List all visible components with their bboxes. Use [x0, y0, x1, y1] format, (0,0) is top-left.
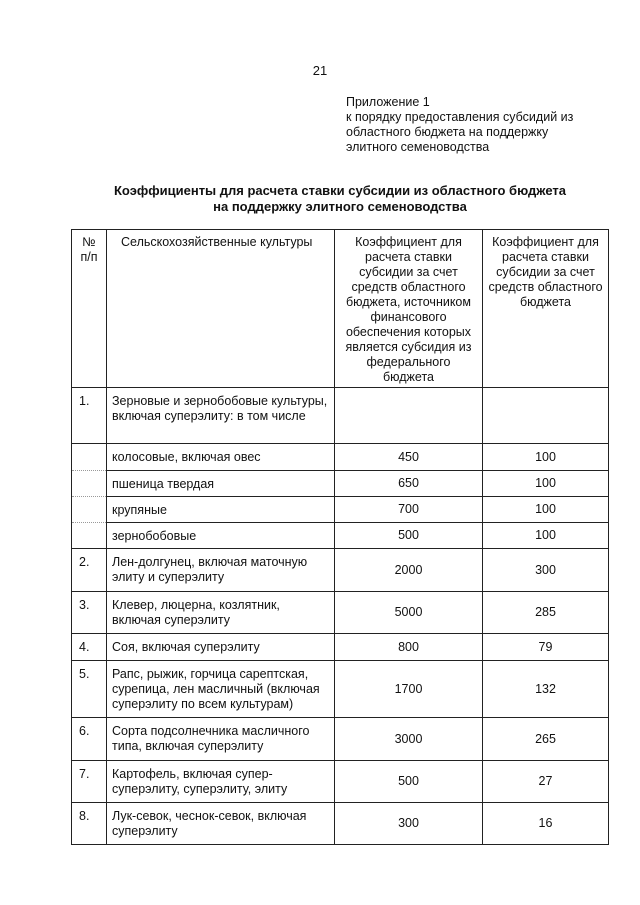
- table-row: [72, 388, 609, 444]
- appendix-note: [346, 95, 573, 155]
- row-culture: Картофель, включая супер-суперэлиту, суперэлиту, элиту: [107, 761, 335, 803]
- row-num: 6.: [72, 718, 107, 761]
- page-number: 21: [312, 63, 328, 78]
- table-row: [72, 803, 609, 845]
- row-coef-federal: 500: [335, 523, 483, 549]
- row-culture: Клевер, люцерна, козлятник, включая суперэлиту: [107, 592, 335, 634]
- header-num: № п/п: [72, 230, 107, 388]
- row-num: [72, 523, 107, 549]
- row-culture: Сорта подсолнечника масличного типа, включая суперэлиту: [107, 718, 335, 761]
- table-header-row: [72, 230, 609, 388]
- table-row: [72, 549, 609, 592]
- row-culture: Лук-севок, чеснок-севок, включая суперэлиту: [107, 803, 335, 845]
- row-coef-federal: 1700: [335, 661, 483, 718]
- table-row: [72, 634, 609, 661]
- appendix-line: областного бюджета на поддержку: [346, 125, 549, 139]
- row-coef-regional: 265: [483, 718, 609, 761]
- row-culture: Лен-долгунец, включая маточную элиту и суперэлиту: [107, 549, 335, 592]
- row-coef-regional: 16: [483, 803, 609, 845]
- row-coef-regional: 100: [483, 497, 609, 523]
- row-coef-federal: 700: [335, 497, 483, 523]
- appendix-line: Приложение 1: [346, 95, 430, 109]
- row-coef-federal: 450: [335, 444, 483, 471]
- row-num: 3.: [72, 592, 107, 634]
- row-culture: пшеница твердая: [107, 471, 335, 497]
- title-line-1: Коэффициенты для расчета ставки субсидии из областного бюджета: [114, 183, 566, 198]
- row-num: [72, 444, 107, 471]
- row-coef-regional: 79: [483, 634, 609, 661]
- row-num: [72, 471, 107, 497]
- row-coef-regional: 100: [483, 471, 609, 497]
- table-row: [72, 523, 609, 549]
- row-coef-federal: 3000: [335, 718, 483, 761]
- row-culture: Соя, включая суперэлиту: [107, 634, 335, 661]
- table-row: [72, 718, 609, 761]
- row-culture: крупяные: [107, 497, 335, 523]
- table-row: [72, 444, 609, 471]
- table-row: [72, 471, 609, 497]
- row-coef-federal: 300: [335, 803, 483, 845]
- appendix-line: элитного семеноводства: [346, 140, 490, 154]
- row-num: [72, 497, 107, 523]
- row-coef-regional: 27: [483, 761, 609, 803]
- row-num: 5.: [72, 661, 107, 718]
- table-row: [72, 761, 609, 803]
- row-coef-federal: 800: [335, 634, 483, 661]
- row-culture: колосовые, включая овес: [107, 444, 335, 471]
- row-coef-regional: 100: [483, 523, 609, 549]
- header-culture: Сельскохозяйственные культуры: [107, 230, 335, 388]
- row-coef-federal: 5000: [335, 592, 483, 634]
- row-num: 4.: [72, 634, 107, 661]
- row-coef-federal: 650: [335, 471, 483, 497]
- row-coef-federal: 500: [335, 761, 483, 803]
- row-num: 2.: [72, 549, 107, 592]
- header-coef-regional: Коэффициент для расчета ставки субсидии за счет средств областного бюджета: [483, 230, 609, 388]
- table-row: [72, 592, 609, 634]
- document-title: [0, 183, 640, 215]
- row-coef-regional: 100: [483, 444, 609, 471]
- title-line-2: на поддержку элитного семеноводства: [213, 199, 467, 214]
- row-num: 8.: [72, 803, 107, 845]
- row-coef-regional: 285: [483, 592, 609, 634]
- row-coef-federal: 2000: [335, 549, 483, 592]
- table-row: [72, 661, 609, 718]
- row-culture: Зерновые и зернобобовые культуры, включая суперэлиту: в том числе: [107, 388, 335, 444]
- row-num: 1.: [72, 388, 107, 444]
- row-coef-regional: 132: [483, 661, 609, 718]
- row-coef-regional: 300: [483, 549, 609, 592]
- table-row: [72, 497, 609, 523]
- row-culture: зернобобовые: [107, 523, 335, 549]
- coefficients-table: [71, 229, 609, 845]
- appendix-line: к порядку предоставления субсидий из: [346, 110, 574, 124]
- row-culture: Рапс, рыжик, горчица сарептская, сурепица, лен масличный (включая суперэлиту по всем культурам): [107, 661, 335, 718]
- row-coef-regional: [483, 388, 609, 444]
- row-num: 7.: [72, 761, 107, 803]
- row-coef-federal: [335, 388, 483, 444]
- header-coef-federal: Коэффициент для расчета ставки субсидии за счет средств областного бюджета, источником финансового обеспечения которых является субсидия из федерального бюджета: [335, 230, 483, 388]
